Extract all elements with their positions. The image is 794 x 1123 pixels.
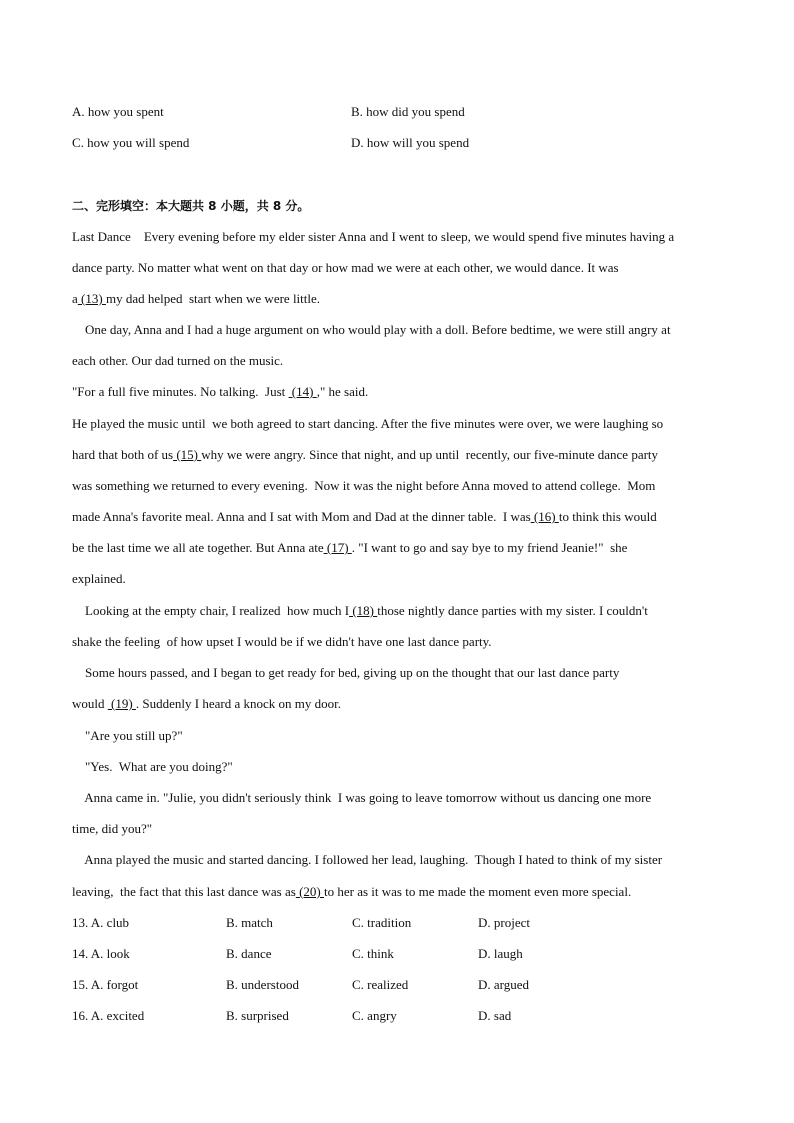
blank-18: (18)	[349, 603, 378, 618]
question-16-option-d: D. sad	[478, 1008, 512, 1023]
prev-option-c: C. how you will spend	[72, 135, 190, 150]
question-16-option-b: B. surprised	[226, 1008, 289, 1023]
prev-option-b: B. how did you spend	[351, 104, 465, 119]
passage-text: a	[72, 291, 78, 306]
passage-line: "Yes. What are you doing?"	[72, 759, 233, 774]
passage-line: shake the feeling of how upset I would be if we didn't have one last dance party.	[72, 634, 492, 649]
passage-text: why we were angry. Since that night, and up until recently, our five-minute dance party	[201, 447, 659, 462]
blank-20: (20)	[295, 884, 324, 899]
question-15-option-d: D. argued	[478, 977, 530, 992]
question-14-option-b: B. dance	[226, 946, 272, 961]
passage-text: Looking at the empty chair, I realized how much I	[72, 603, 350, 618]
passage-line	[72, 384, 368, 400]
question-16-option-a: 16. A. excited	[72, 1008, 145, 1023]
passage-line	[72, 696, 341, 712]
prev-option-a: A. how you spent	[72, 104, 164, 119]
passage-text: made Anna's favorite meal. Anna and I sat with Mom and Dad at the dinner table. I was	[72, 509, 531, 524]
passage-line	[72, 603, 648, 619]
passage-line: He played the music until we both agreed to start dancing. After the five minutes were over, we were laughing so	[72, 416, 664, 431]
question-14-option-c: C. think	[352, 946, 394, 961]
question-14-option-d: D. laugh	[478, 946, 523, 961]
passage-line: time, did you?"	[72, 821, 153, 836]
blank-19: (19)	[107, 696, 136, 711]
passage-line: each other. Our dad turned on the music.	[72, 353, 284, 368]
section-heading: 二、完形填空：本大题共 8 小题，共 8 分。	[72, 199, 310, 213]
question-13-option-a: 13. A. club	[72, 915, 130, 930]
question-13-option-d: D. project	[478, 915, 530, 930]
passage-line: was something we returned to every evening. Now it was the night before Anna moved to attend college. Mom	[72, 478, 656, 493]
blank-17: (17)	[323, 540, 352, 555]
passage-line: dance party. No matter what went on that day or how mad we were at each other, we would dance. It was	[72, 260, 619, 275]
passage-text: "For a full five minutes. No talking. Just	[72, 384, 289, 399]
passage-line: Last Dance Every evening before my elder sister Anna and I went to sleep, we would spend five minutes having a	[72, 229, 675, 244]
passage-text: . "I want to go and say bye to my friend Jeanie!" she	[351, 540, 628, 555]
passage-text: to think this would	[558, 509, 657, 524]
prev-option-d: D. how will you spend	[351, 135, 470, 150]
passage-line: One day, Anna and I had a huge argument on who would play with a doll. Before bedtime, we were still angry at	[72, 322, 671, 337]
blank-13: (13)	[77, 291, 106, 306]
passage-text: ," he said.	[316, 384, 369, 399]
blank-14: (14)	[288, 384, 317, 399]
passage-line: Anna played the music and started dancing. I followed her lead, laughing. Though I hated to think of my sister	[72, 852, 663, 867]
passage-line	[72, 540, 627, 556]
passage-text: those nightly dance parties with my sister. I couldn't	[377, 603, 648, 618]
passage-line	[72, 447, 658, 463]
passage-line: explained.	[72, 571, 126, 586]
passage-line: Anna came in. "Julie, you didn't seriously think I was going to leave tomorrow without us dancing one more	[72, 790, 652, 805]
passage-line: Some hours passed, and I began to get ready for bed, giving up on the thought that our last dance party	[72, 665, 620, 680]
passage-text: hard that both of us	[72, 447, 174, 462]
passage-text: . Suddenly I heard a knock on my door.	[135, 696, 341, 711]
question-13-option-c: C. tradition	[352, 915, 412, 930]
question-13-option-b: B. match	[226, 915, 273, 930]
blank-16: (16)	[530, 509, 559, 524]
question-15-option-b: B. understood	[226, 977, 299, 992]
passage-line	[72, 884, 631, 900]
blank-15: (15)	[173, 447, 202, 462]
passage-text: would	[72, 696, 108, 711]
passage-line: "Are you still up?"	[72, 728, 183, 743]
question-15-option-a: 15. A. forgot	[72, 977, 139, 992]
question-15-option-c: C. realized	[352, 977, 409, 992]
passage-text: my dad helped start when we were little.	[105, 291, 321, 306]
passage-text: to her as it was to me made the moment even more special.	[323, 884, 632, 899]
passage-line	[72, 291, 320, 307]
passage-text: be the last time we all ate together. But Anna ate	[72, 540, 324, 555]
passage-line	[72, 509, 657, 525]
passage-text: leaving, the fact that this last dance was as	[72, 884, 296, 899]
question-16-option-c: C. angry	[352, 1008, 397, 1023]
question-14-option-a: 14. A. look	[72, 946, 130, 961]
